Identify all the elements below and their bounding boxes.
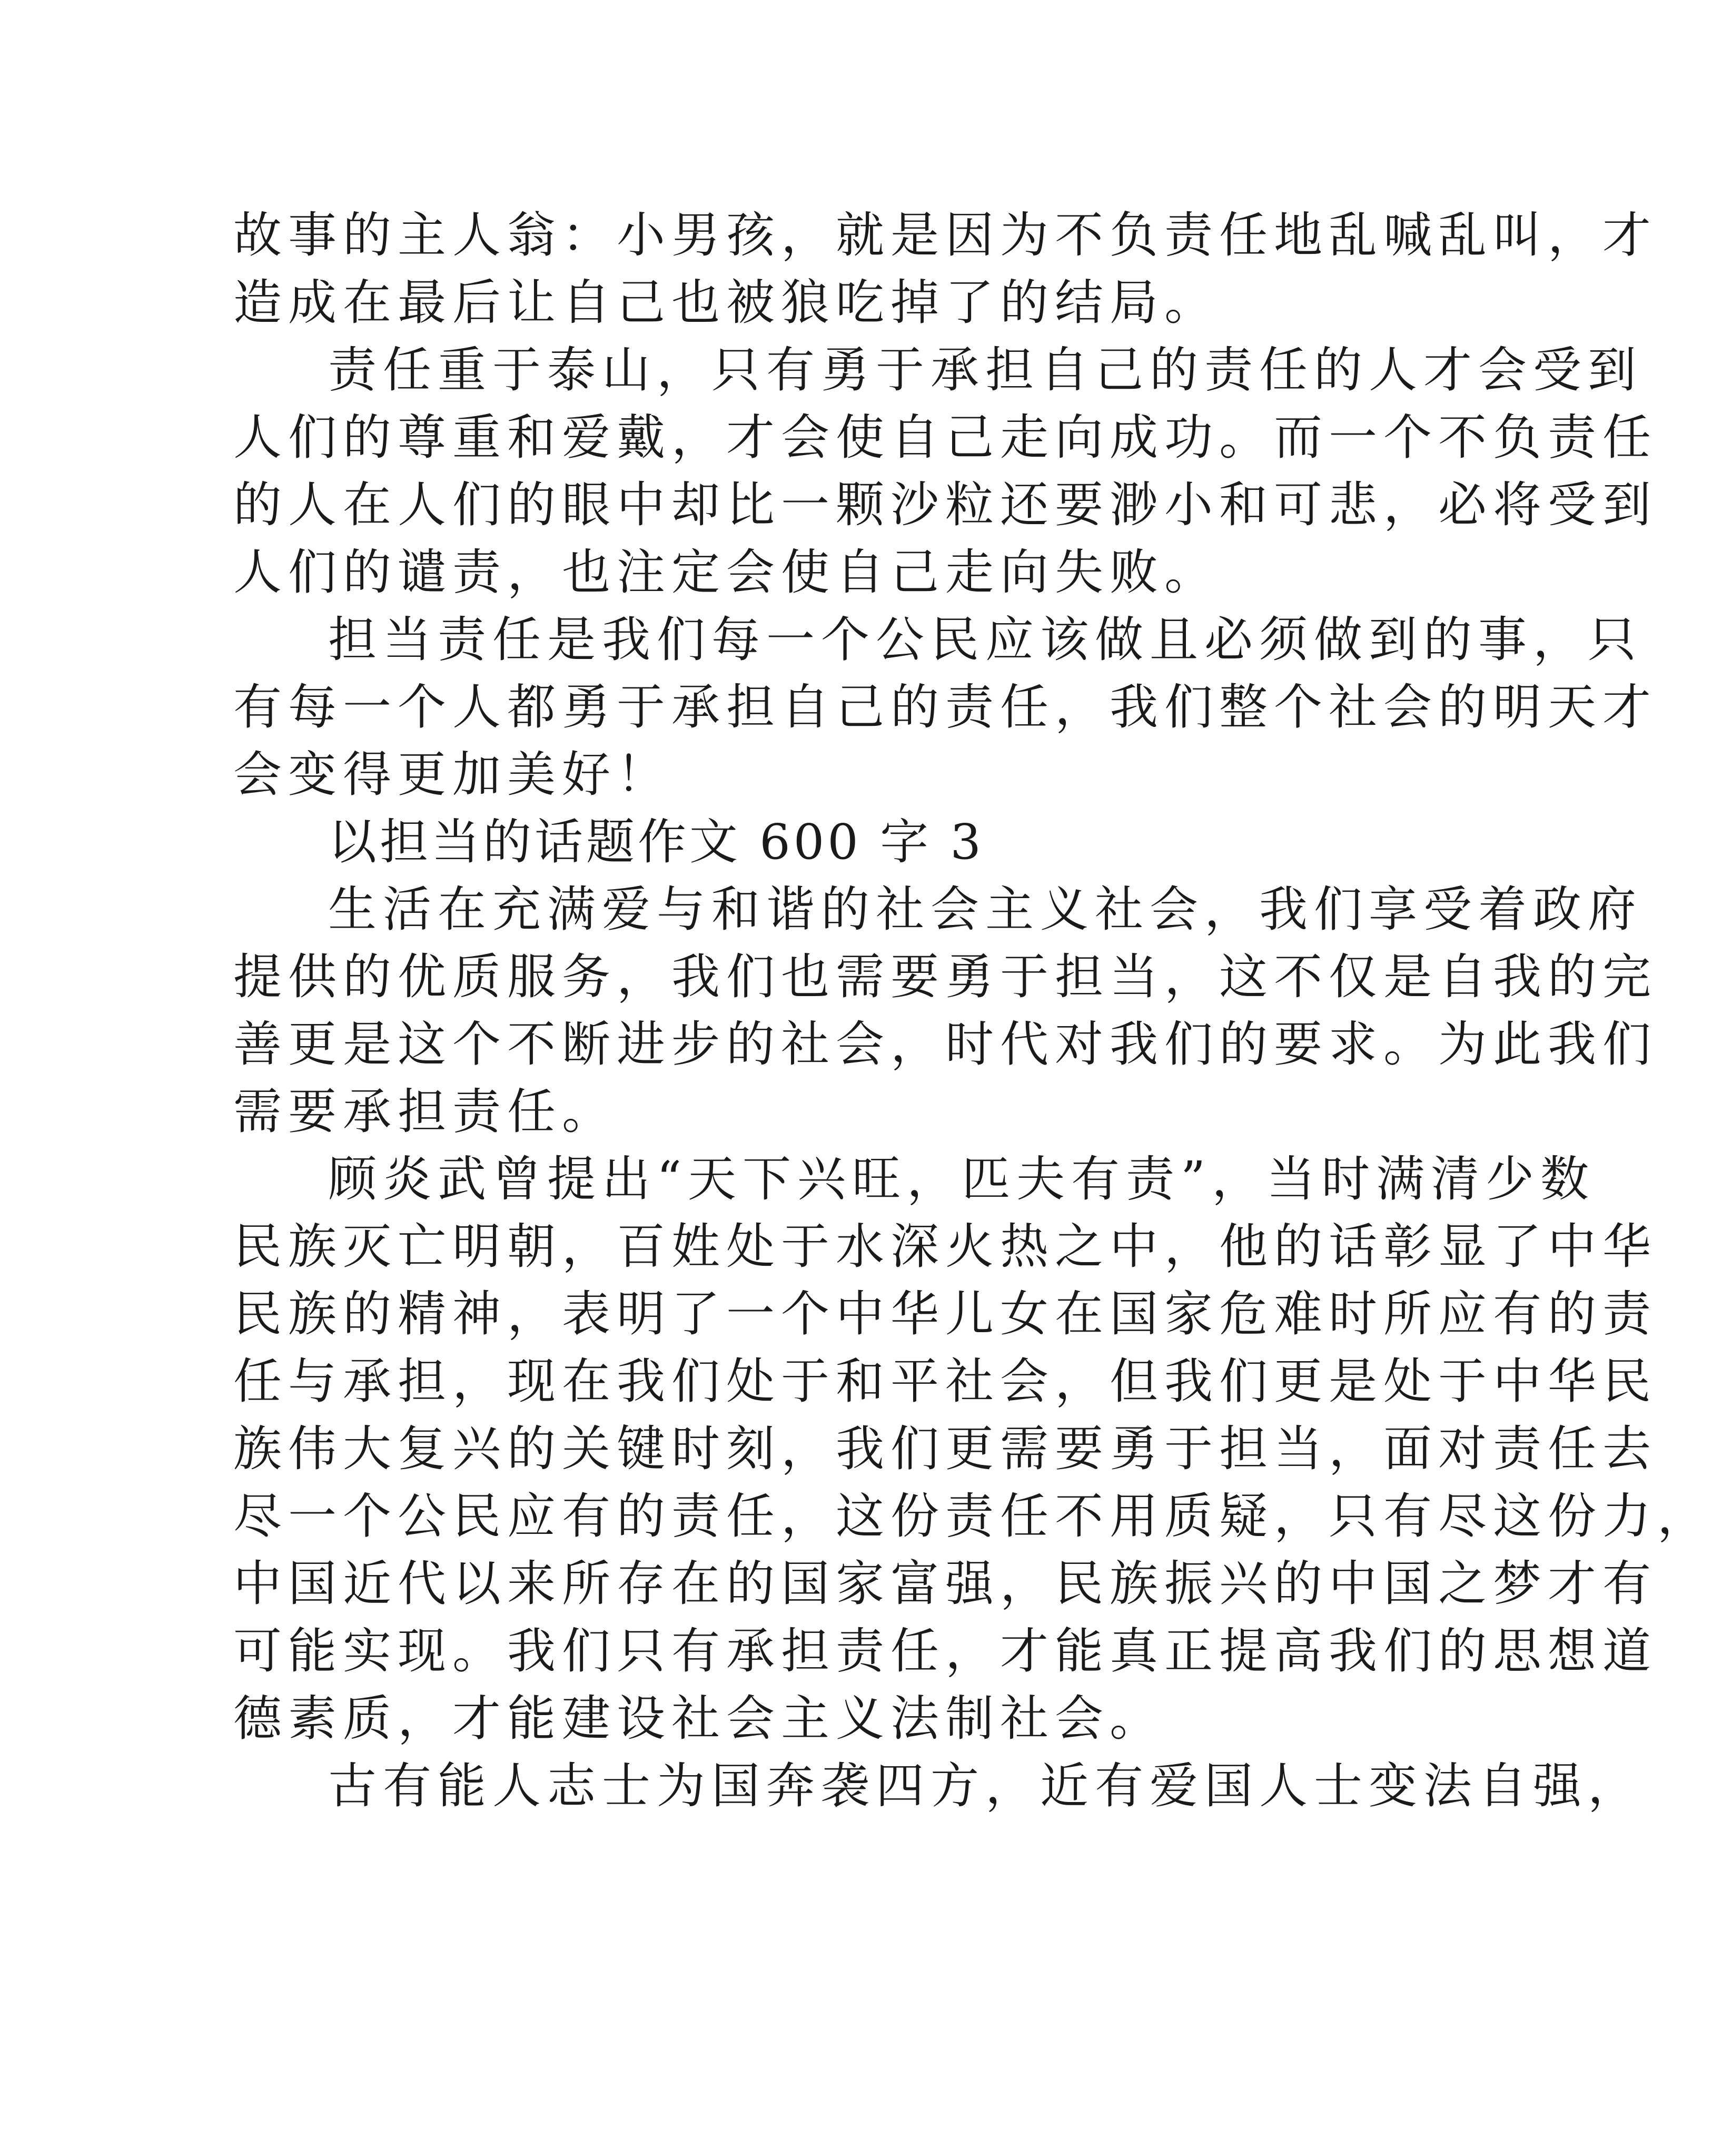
paragraph-4: [233, 876, 1658, 1146]
paragraph-1: [233, 202, 1658, 337]
text-line: 生活在充满爱与和谐的社会主义社会，我们享受着政府: [328, 881, 1643, 938]
text-line: 会变得更加美好！: [233, 746, 672, 803]
paragraph-2: [233, 337, 1658, 606]
text-line: 德素质，才能建设社会主义法制社会。: [233, 1690, 1165, 1747]
text-line: 人们的尊重和爱戴，才会使自己走向成功。而一个不负责任: [233, 409, 1658, 466]
text-line: 古有能人志士为国奔袭四方，近有爱国人士变法自强，: [328, 1758, 1643, 1814]
text-line: 责任重于泰山，只有勇于承担自己的责任的人才会受到: [328, 342, 1643, 398]
text-line: 需要承担责任。: [233, 1084, 617, 1140]
text-line: 民族灭亡明朝，百姓处于水深火热之中，他的话彰显了中华: [233, 1218, 1658, 1275]
section-heading: [233, 809, 1308, 876]
text-line: 担当责任是我们每一个公民应该做且必须做到的事，只: [328, 612, 1643, 668]
text-line: 任与承担，现在我们处于和平社会，但我们更是处于中华民: [233, 1353, 1658, 1410]
text-line: 族伟大复兴的关键时刻，我们更需要勇于担当，面对责任去: [233, 1421, 1658, 1477]
heading-text: 以担当的话题作文 600 字 3: [328, 814, 984, 870]
text-line: 中国近代以来所存在的国家富强，民族振兴的中国之梦才有: [233, 1556, 1658, 1612]
body-text: [233, 202, 1712, 1820]
paragraph-6: [233, 1753, 1643, 1820]
text-line: 故事的主人翁：小男孩，就是因为不负责任地乱喊乱叫，才: [233, 207, 1658, 263]
text-line: 造成在最后让自己也被狼吃掉了的结局。: [233, 274, 1220, 331]
text-line: 人们的谴责，也注定会使自己走向失败。: [233, 544, 1220, 600]
text-line: 可能实现。我们只有承担责任，才能真正提高我们的思想道: [233, 1623, 1658, 1679]
text-line: 的人在人们的眼中却比一颗沙粒还要渺小和可悲，必将受到: [233, 477, 1658, 533]
text-line: 尽一个公民应有的责任，这份责任不用质疑，只有尽这份力，: [233, 1488, 1712, 1544]
text-line: 民族的精神，表明了一个中华儿女在国家危难时所应有的责: [233, 1286, 1658, 1342]
text-line: 善更是这个不断进步的社会，时代对我们的要求。为此我们: [233, 1016, 1658, 1072]
text-line: 有每一个人都勇于承担自己的责任，我们整个社会的明天才: [233, 679, 1658, 735]
paragraph-3: [233, 606, 1658, 809]
text-line: 顾炎武曾提出“天下兴旺，匹夫有责”，当时满清少数: [328, 1151, 1596, 1207]
text-line: 提供的优质服务，我们也需要勇于担当，这不仅是自我的完: [233, 949, 1658, 1005]
paragraph-5: [233, 1146, 1712, 1753]
